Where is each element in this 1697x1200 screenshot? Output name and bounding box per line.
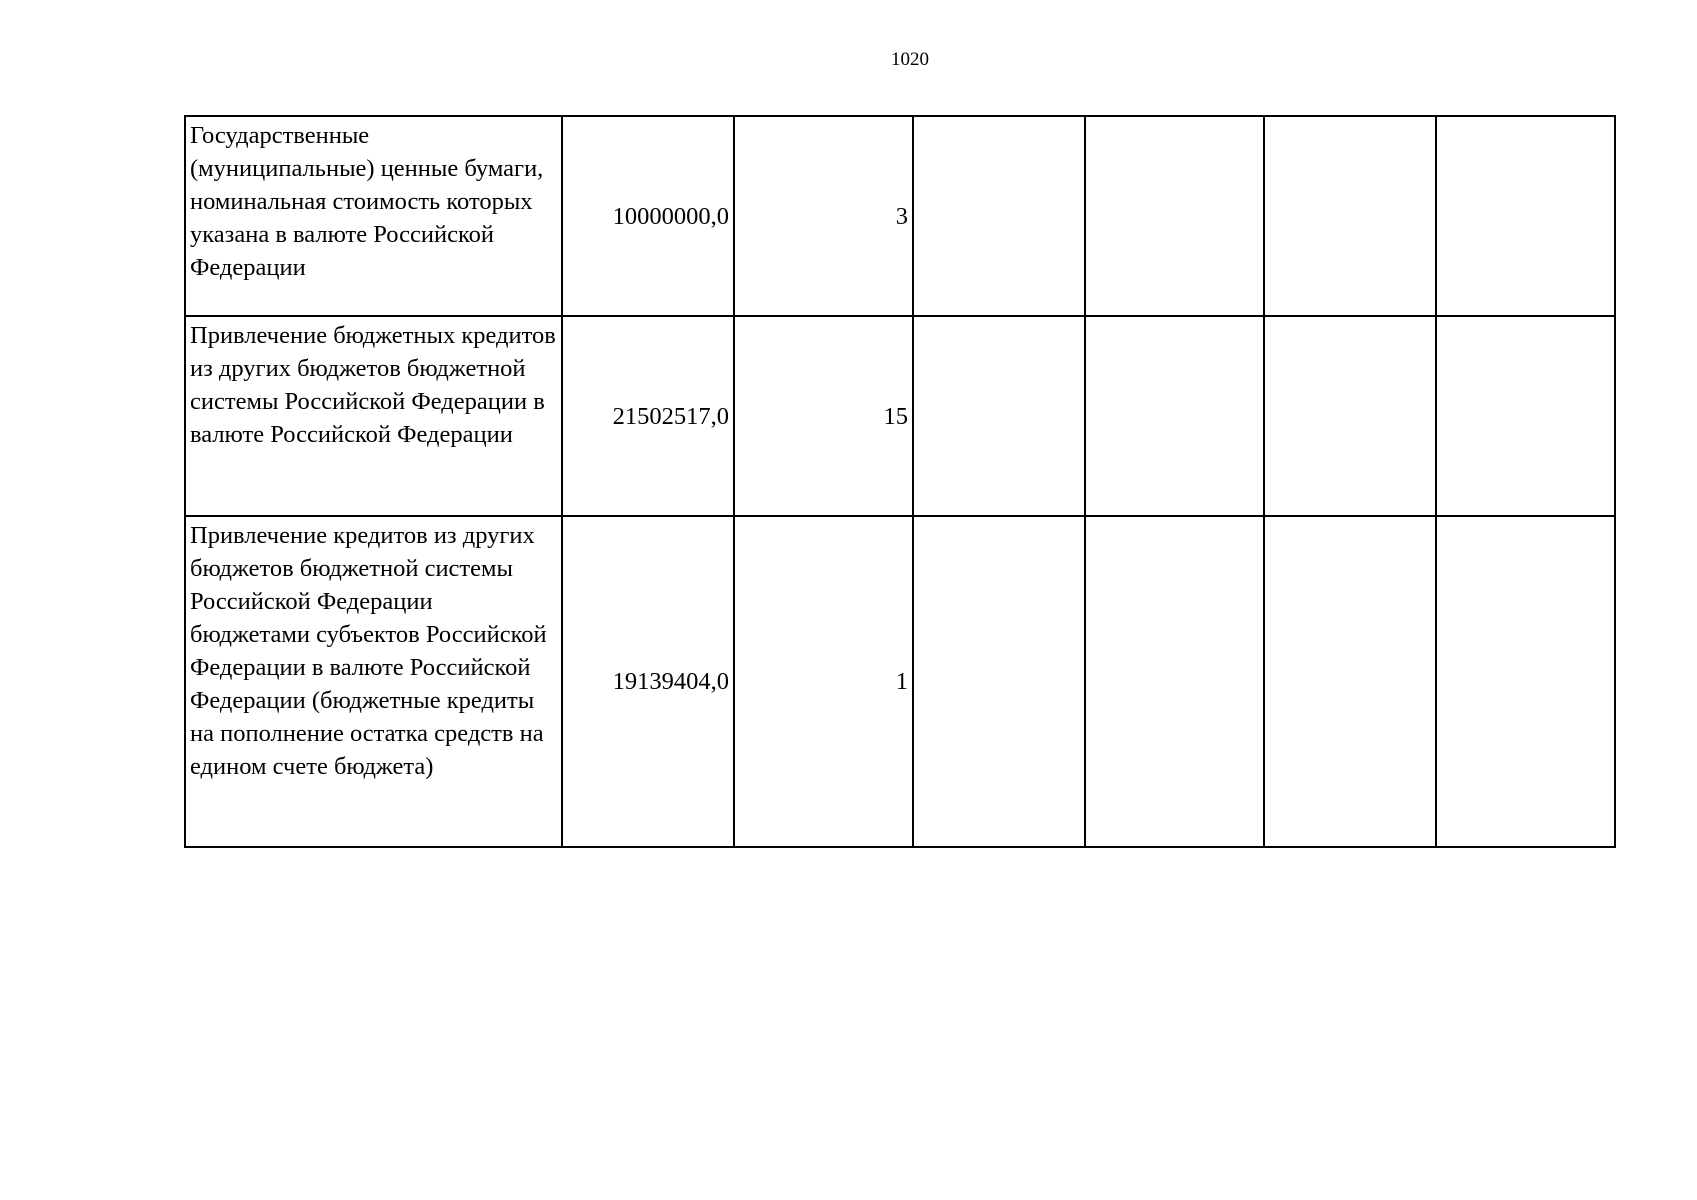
row-empty-cell (1436, 116, 1615, 316)
row-name-cell: Государственные (муниципальные) ценные бумаги, номинальная стоимость которых указана в валюте Российской Федерации (185, 116, 562, 316)
row-term-cell: 3 (734, 116, 913, 316)
row-name-cell: Привлечение бюджетных кредитов из других бюджетов бюджетной системы Российской Федерации в валюте Российской Федерации (185, 316, 562, 516)
row-name-cell: Привлечение кредитов из других бюджетов бюджетной системы Российской Федерации бюджетами субъектов Российской Федерации в валюте Российской Федерации (бюджетные кредиты на пополнение остатка средств на едином счете бюджета) (185, 516, 562, 847)
page-number: 1020 (891, 49, 929, 70)
row-empty-cell (1436, 516, 1615, 847)
row-empty-cell (1085, 116, 1264, 316)
row-empty-cell (1085, 316, 1264, 516)
row-amount-cell: 10000000,0 (562, 116, 734, 316)
row-empty-cell (1436, 316, 1615, 516)
row-term-cell: 15 (734, 316, 913, 516)
row-empty-cell (1264, 516, 1436, 847)
row-empty-cell (913, 116, 1085, 316)
borrowing-table (184, 115, 1616, 848)
row-amount-cell: 21502517,0 (562, 316, 734, 516)
row-empty-cell (1085, 516, 1264, 847)
table-row (185, 316, 1615, 516)
row-term-cell: 1 (734, 516, 913, 847)
row-empty-cell (913, 516, 1085, 847)
row-empty-cell (1264, 116, 1436, 316)
row-empty-cell (913, 316, 1085, 516)
table-row (185, 516, 1615, 847)
row-amount-cell: 19139404,0 (562, 516, 734, 847)
table-row (185, 116, 1615, 316)
row-empty-cell (1264, 316, 1436, 516)
